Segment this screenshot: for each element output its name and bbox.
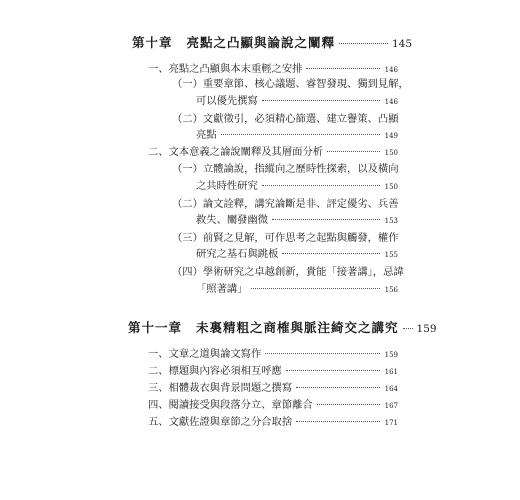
subsection-title-line: 研究之基石與跳板 — [196, 248, 279, 260]
dot-leader — [327, 151, 380, 152]
toc-subsection-entry — [172, 160, 398, 175]
subsection-title-line: （一）立體論說，指縱向之歷時性探索，以及橫向 — [172, 163, 399, 175]
chapter-label: 第十章 — [132, 35, 173, 50]
subsection-title-line: （三）前賢之見解，可作思考之起點與觸發，權作 — [172, 232, 399, 244]
chapter-label: 第十一章 — [128, 320, 183, 335]
chapter-heading — [128, 318, 437, 336]
subsection-title-line: 之共時性研究 — [196, 180, 258, 192]
chapter-page-number: 159 — [416, 323, 437, 335]
subsection-page-number: 146 — [384, 98, 398, 106]
toc-subsection-entry — [172, 195, 398, 210]
toc-subsection-continuation — [196, 211, 398, 226]
dot-leader — [265, 353, 380, 354]
dot-leader — [403, 328, 413, 329]
toc-section-entry — [148, 396, 398, 411]
dot-leader — [262, 185, 380, 186]
toc-subsection-entry — [172, 263, 404, 278]
subsection-page-number: 150 — [384, 183, 398, 191]
subsection-title-line: 救失、闡發幽微 — [196, 214, 269, 226]
section-page-number: 159 — [384, 351, 398, 359]
toc-section-entry — [148, 413, 398, 428]
dot-leader — [272, 219, 380, 220]
section-page-number: 146 — [384, 66, 398, 74]
toc-subsection-entry — [172, 110, 398, 125]
chapter-title: 亮點之凸顯與論說之闡釋 — [186, 35, 336, 50]
section-title: 五、文獻佐證與章節之分合取捨 — [148, 416, 293, 428]
toc-subsection-continuation — [196, 177, 398, 192]
section-page-number: 164 — [384, 385, 398, 393]
subsection-page-number: 149 — [384, 132, 398, 140]
toc-section-entry — [148, 379, 398, 394]
toc-subsection-continuation — [196, 92, 398, 107]
dot-leader — [262, 100, 380, 101]
section-title: 三、相體裁衣與背景問題之撰寫 — [148, 382, 293, 394]
subsection-title-line: （二）論文詮釋，講究論斷是非、評定優劣、兵善 — [172, 198, 399, 210]
subsection-title-line: 可以優先撰寫 — [196, 95, 258, 107]
subsection-title-line: 亮點 — [196, 129, 217, 141]
dot-leader — [221, 134, 380, 135]
dot-leader — [251, 288, 380, 289]
section-page-number: 167 — [384, 402, 398, 410]
subsection-title-line: （二）文獻徵引，必須精心篩選、建立譽策、凸顯 — [172, 113, 399, 125]
chapter-heading — [132, 33, 412, 51]
dot-leader — [282, 253, 380, 254]
dot-leader — [286, 370, 380, 371]
toc-subsection-continuation — [196, 280, 398, 295]
subsection-page-number: 153 — [384, 217, 398, 225]
toc-subsection-entry — [172, 229, 398, 244]
toc-section-entry — [148, 345, 398, 360]
subsection-title-line: （一）重要章節、核心議題、睿智發現、獨到見解， — [172, 78, 409, 90]
section-title: 二、標題與內容必須相互呼應 — [148, 365, 282, 377]
dot-leader — [296, 387, 380, 388]
section-page-number: 171 — [384, 419, 398, 427]
dot-leader — [339, 43, 388, 44]
section-title: 四、閱讀接受與段落分立、章節離合 — [148, 399, 313, 411]
toc-subsection-continuation — [196, 126, 398, 141]
dot-leader — [296, 421, 380, 422]
subsection-title-line: 「照著講」 — [196, 283, 248, 295]
section-title: 一、文章之道與論文寫作 — [148, 348, 262, 360]
section-title: 二、文本意義之論說闡釋及其層面分析 — [148, 146, 324, 158]
chapter-page-number: 145 — [391, 38, 412, 50]
toc-section-entry — [148, 362, 398, 377]
section-title: 一、亮點之凸顯與本末重輕之安排 — [148, 63, 303, 75]
toc-subsection-continuation — [196, 245, 398, 260]
subsection-page-number: 155 — [384, 251, 398, 259]
toc-subsection-entry — [172, 75, 409, 90]
subsection-page-number: 156 — [384, 286, 398, 294]
dot-leader — [306, 68, 380, 69]
toc-section-entry — [148, 143, 398, 158]
section-page-number: 150 — [384, 149, 398, 157]
chapter-title: 未裏精粗之商榷與脈注綺交之講究 — [196, 320, 399, 335]
toc-section-entry — [148, 60, 398, 75]
subsection-title-line: （四）學術研究之卓越創新，貴能「接著講」，忌諱 — [172, 266, 404, 278]
dot-leader — [317, 404, 380, 405]
section-page-number: 161 — [384, 368, 398, 376]
